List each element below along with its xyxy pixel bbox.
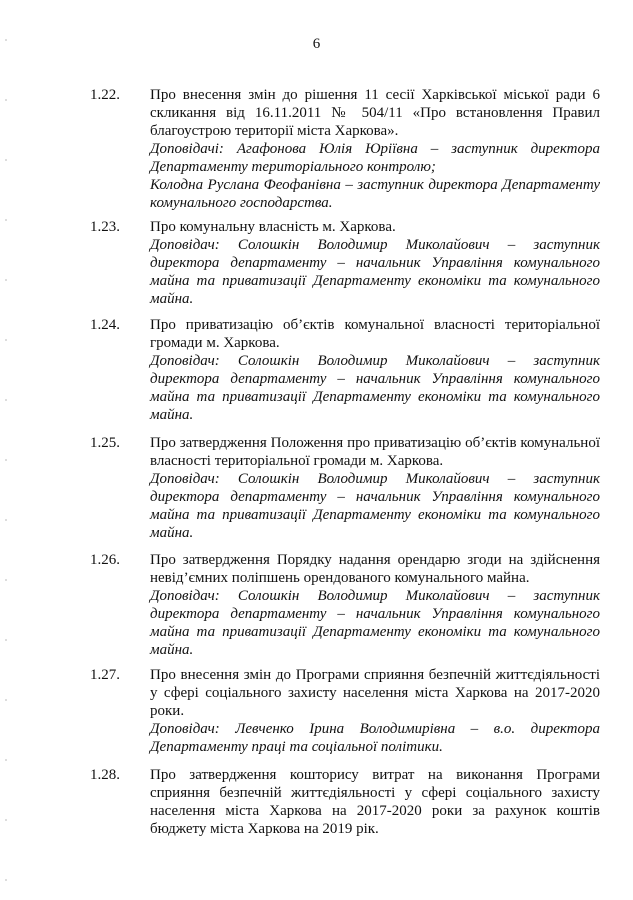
item-title: Про внесення змін до рішення 11 сесії Харківської міської ради 6 скликання від 16.11.2011 № 504/11 «Про встановлення Правил благоустрою території міста Харкова».: [150, 87, 600, 139]
item-speaker: Доповідач: Левченко Ірина Володимирівна – в.о. директора Департаменту праці та соціальної політики.: [150, 721, 600, 755]
item-speaker: Доповідач: Солошкін Володимир Миколайович – заступник директора департаменту – начальник Управління комунального майна та приватизації Департаменту економіки та комунального майна.: [150, 471, 600, 541]
item-title: Про комунальну власність м. Харкова.: [150, 219, 396, 235]
agenda-item-1-25: [90, 434, 610, 542]
item-body: [150, 551, 600, 659]
item-number: 1.26.: [90, 552, 120, 568]
item-speaker: Доповідачі: Агафонова Юлія Юріївна – заступник директора Департаменту територіального контролю;: [150, 141, 600, 175]
item-title: Про внесення змін до Програми сприяння безпечній життєдіяльності у сфері соціального захисту населення міста Харкова на 2017-2020 роки.: [150, 667, 600, 719]
agenda-item-1-28: [90, 766, 610, 838]
item-speaker: Доповідач: Солошкін Володимир Миколайович – заступник директора департаменту – начальник Управління комунального майна та приватизації Департаменту економіки та комунального майна.: [150, 353, 600, 423]
item-speaker: Доповідач: Солошкін Володимир Миколайович – заступник директора департаменту – начальник Управління комунального майна та приватизації Департаменту економіки та комунального майна.: [150, 588, 600, 658]
item-body: [150, 218, 600, 308]
scan-edge-artifact: [0, 0, 30, 900]
item-title: Про затвердження кошторису витрат на виконання Програми сприяння безпечній життєдіяльності у сфері соціального захисту населення міста Харкова на 2017-2020 роки за рахунок коштів бюджету міста Харкова на 2019 рік.: [150, 767, 600, 837]
item-title: Про затвердження Положення про приватизацію об’єктів комунальної власності територіальної громади м. Харкова.: [150, 435, 600, 469]
agenda-item-1-23: [90, 218, 610, 308]
item-number: 1.28.: [90, 767, 120, 783]
item-number: 1.24.: [90, 317, 120, 333]
agenda-item-1-27: [90, 666, 610, 756]
item-title: Про приватизацію об’єктів комунальної власності територіальної громади м. Харкова.: [150, 317, 600, 351]
page-number: 6: [312, 36, 321, 52]
agenda-item-1-26: [90, 551, 610, 659]
item-body: [150, 316, 600, 424]
item-body: [150, 434, 600, 542]
item-number: 1.23.: [90, 219, 120, 235]
agenda-item-1-24: [90, 316, 610, 424]
item-body: [150, 766, 600, 838]
item-number: 1.27.: [90, 667, 120, 683]
item-body: [150, 86, 600, 212]
item-title: Про затвердження Порядку надання орендарю згоди на здійснення невід’ємних поліпшень орендованого комунального майна.: [150, 552, 600, 586]
item-body: [150, 666, 600, 756]
item-speaker: Доповідач: Солошкін Володимир Миколайович – заступник директора департаменту – начальник Управління комунального майна та приватизації Департаменту економіки та комунального майна.: [150, 237, 600, 307]
agenda-item-1-22: [90, 86, 610, 212]
item-number: 1.22.: [90, 87, 120, 103]
item-number: 1.25.: [90, 435, 120, 451]
item-speaker: Колодна Руслана Феофанівна – заступник директора Департаменту комунального господарства.: [150, 177, 600, 211]
